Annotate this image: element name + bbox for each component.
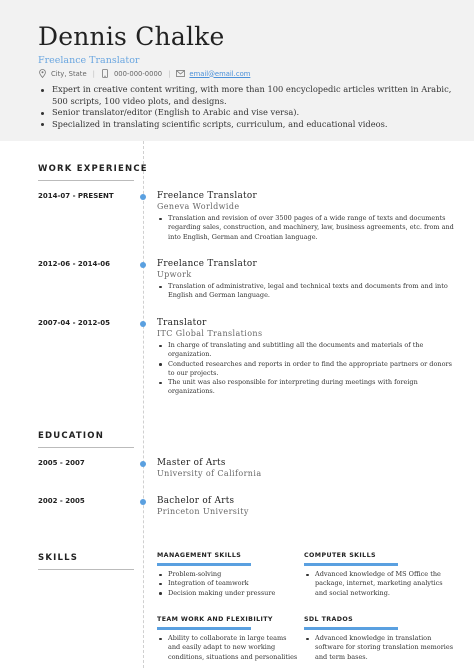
work-title: Translator bbox=[157, 318, 207, 328]
timeline-dot bbox=[140, 262, 146, 268]
work-date: 2007-04 - 2012-05 bbox=[38, 319, 111, 327]
skill-list bbox=[304, 634, 454, 662]
education-degree: Bachelor of Arts bbox=[157, 496, 235, 506]
education-date: 2002 - 2005 bbox=[38, 497, 85, 505]
contact-phone bbox=[101, 69, 162, 78]
skill-level-bar bbox=[304, 563, 398, 566]
skill-list bbox=[157, 634, 299, 662]
work-company: Upwork bbox=[157, 270, 192, 279]
skill-group-title: SDL TRADOS bbox=[304, 616, 354, 623]
skill-list bbox=[157, 570, 299, 598]
phone-icon bbox=[101, 69, 110, 78]
skill-group bbox=[304, 616, 454, 662]
education-school: University of California bbox=[157, 469, 262, 478]
summary-list bbox=[40, 84, 460, 130]
work-bullet: Translation and revision of over 3500 pages of a wide range of texts and documents regarding sales, construction, and machinery, law, business agreements, etc. from and into English, German and Croatian language. bbox=[157, 214, 457, 242]
work-title: Freelance Translator bbox=[157, 259, 257, 269]
skill-item: Ability to collaborate in large teams and easily adapt to new working conditions, situations and personalities bbox=[157, 634, 299, 662]
contact-separator: | bbox=[168, 69, 171, 78]
education-school: Princeton University bbox=[157, 507, 249, 516]
skill-level-bar bbox=[304, 627, 398, 630]
timeline-dot bbox=[140, 194, 146, 200]
contact-email[interactable] bbox=[176, 69, 250, 78]
skill-group bbox=[157, 552, 299, 598]
education-degree: Master of Arts bbox=[157, 458, 226, 468]
section-divider bbox=[38, 180, 134, 181]
skill-list bbox=[304, 570, 454, 598]
candidate-title: Freelance Translator bbox=[38, 55, 140, 66]
work-bullet: Conducted researches and reports in order to find the appropriate partners or donors to our projects. bbox=[157, 360, 457, 379]
education-date: 2005 - 2007 bbox=[38, 459, 85, 467]
contact-location bbox=[38, 69, 87, 78]
work-bullets bbox=[157, 341, 457, 397]
timeline-line bbox=[143, 141, 144, 668]
work-date: 2014-07 - PRESENT bbox=[38, 192, 114, 200]
summary-item: Senior translator/editor (English to Arabic and vise versa). bbox=[40, 107, 460, 119]
location-pin-icon bbox=[38, 69, 47, 78]
contact-separator: | bbox=[92, 69, 95, 78]
phone-text: 000-000-0000 bbox=[113, 69, 163, 78]
work-bullets bbox=[157, 214, 457, 242]
work-bullet: The unit was also responsible for interpreting during meetings with foreign organizations. bbox=[157, 378, 457, 397]
work-company: Geneva Worldwide bbox=[157, 202, 240, 211]
work-bullet: In charge of translating and subtitling all the documents and materials of the organization. bbox=[157, 341, 457, 360]
work-bullet: Translation of administrative, legal and technical texts and documents from and into English and German language. bbox=[157, 282, 457, 301]
timeline-dot bbox=[140, 321, 146, 327]
envelope-icon bbox=[176, 69, 185, 78]
skill-group-title: COMPUTER SKILLS bbox=[304, 552, 376, 559]
skill-item: Decision making under pressure bbox=[157, 589, 299, 598]
skills-heading: SKILLS bbox=[38, 553, 79, 563]
candidate-name: Dennis Chalke bbox=[38, 22, 225, 51]
work-title: Freelance Translator bbox=[157, 191, 257, 201]
skill-group-title: MANAGEMENT SKILLS bbox=[157, 552, 242, 559]
timeline-dot bbox=[140, 461, 146, 467]
skill-group bbox=[304, 552, 454, 598]
skill-item: Integration of teamwork bbox=[157, 579, 299, 588]
section-divider bbox=[38, 569, 134, 570]
skill-group-title: TEAM WORK AND FLEXIBILITY bbox=[157, 616, 273, 623]
summary-item: Specialized in translating scientific scripts, curriculum, and educational videos. bbox=[40, 119, 460, 131]
education-heading: EDUCATION bbox=[38, 431, 105, 441]
skill-level-bar bbox=[157, 627, 251, 630]
summary-item: Expert in creative content writing, with more than 100 encyclopedic articles written in Arabic, 500 scripts, 100 video plots, and designs. bbox=[40, 84, 460, 107]
section-divider bbox=[38, 447, 134, 448]
work-date: 2012-06 - 2014-06 bbox=[38, 260, 111, 268]
resume-header bbox=[0, 0, 474, 141]
skill-level-bar bbox=[157, 563, 251, 566]
timeline-dot bbox=[140, 499, 146, 505]
email-link[interactable]: email@email.com bbox=[189, 69, 251, 78]
location-text: City, State bbox=[51, 69, 87, 78]
skill-item: Problem-solving bbox=[157, 570, 299, 579]
work-bullets bbox=[157, 282, 457, 301]
contact-line bbox=[38, 69, 250, 78]
skill-item: Advanced knowledge of MS Office the package, internet, marketing analytics and social networking. bbox=[304, 570, 454, 598]
work-company: ITC Global Translations bbox=[157, 329, 263, 338]
skill-group bbox=[157, 616, 299, 662]
work-experience-heading: WORK EXPERIENCE bbox=[38, 164, 148, 174]
skill-item: Advanced knowledge in translation software for storing translation memories and term bases. bbox=[304, 634, 454, 662]
